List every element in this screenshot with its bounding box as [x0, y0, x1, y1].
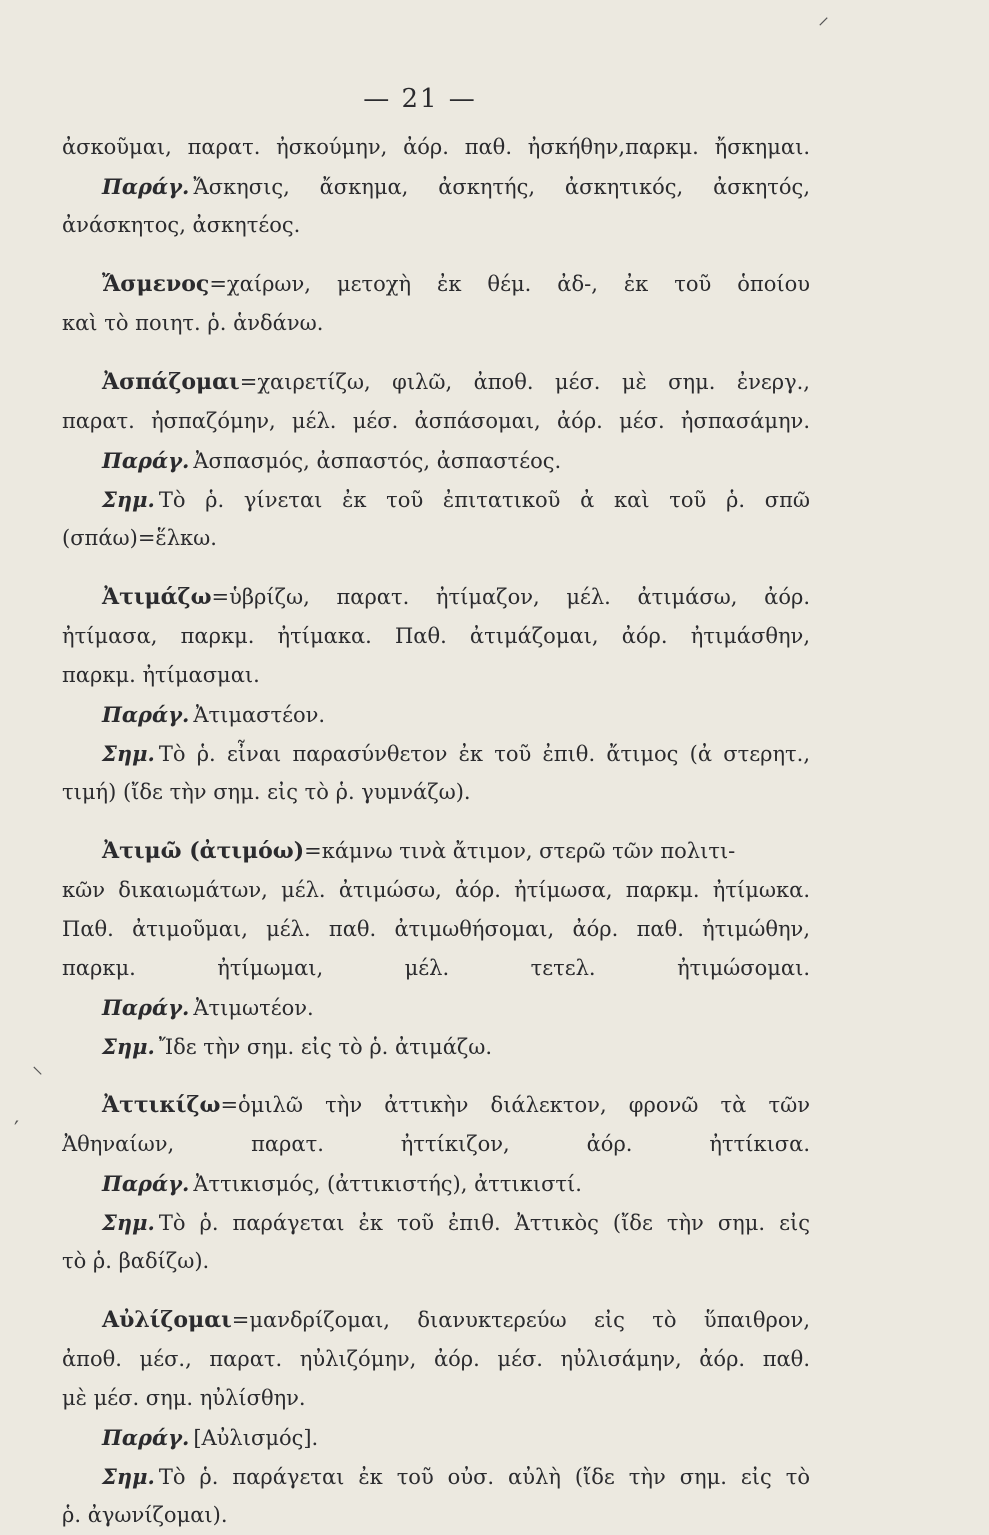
entry-text: Ἀτιμωτέον. [193, 996, 314, 1020]
entry-text: Παθ. ἀτιμοῦμαι, μέλ. παθ. ἀτιμωθήσομαι, ἀόρ. παθ. ἠτιμώθην, [62, 917, 810, 941]
section-label: Σημ. [102, 1210, 155, 1235]
entry-line [62, 402, 810, 441]
entry-text: μὲ μέσ. σημ. ηὐλίσθην. [62, 1386, 306, 1410]
headword: Ἀτιμῶ (ἀτιμόω) [102, 838, 305, 864]
entry-text: =ὑβρίζω, παρατ. ἠτίμαζον, μέλ. ἀτιμάσω, ἀόρ. [211, 585, 810, 609]
left-margin-mark: ′ [14, 1118, 19, 1143]
page-number: — 21 — [363, 84, 477, 114]
entry-text: (σπάω)=ἕλκω. [62, 526, 217, 550]
entry-text: παρατ. ἠσπαζόμην, μέλ. μέσ. ἀσπάσομαι, ἀόρ. μέσ. ἠσπασάμην. [62, 409, 810, 433]
entry-line [62, 1418, 810, 1457]
section-label: Παράγ. [102, 1171, 190, 1196]
entry-line [62, 480, 810, 519]
entry-line [62, 1203, 810, 1242]
entry-line [62, 910, 810, 949]
entry-text: Ἄσκησις, ἄσκημα, ἀσκητής, ἀσκητικός, ἀσκητός, [193, 175, 810, 199]
headword: Ἀτιμάζω [102, 584, 212, 610]
entry-text: Ἀθηναίων, παρατ. ἠττίκιζον, ἀόρ. ἠττίκισα. [62, 1132, 810, 1156]
entry-line [62, 949, 810, 988]
entry-text: Ἀτιμαστέον. [193, 703, 326, 727]
entry-line [62, 1027, 810, 1066]
left-margin-mark: ⸜ [32, 1054, 44, 1079]
section-label: Παράγ. [102, 448, 190, 473]
section-label: Σημ. [102, 741, 155, 766]
entry-line [62, 695, 810, 734]
entry-line [62, 206, 810, 245]
entry-line [62, 363, 810, 402]
entry-gap [62, 343, 810, 363]
dictionary-entry [62, 832, 810, 1066]
section-label: Σημ. [102, 1034, 155, 1059]
entry-text: τὸ ῥ. βαδίζω). [62, 1249, 210, 1273]
entry-text: κῶν δικαιωμάτων, μέλ. ἀτιμώσω, ἀόρ. ἠτίμωσα, παρκμ. ἠτίμωκα. [62, 878, 810, 902]
entry-line [62, 734, 810, 773]
entry-line [62, 1340, 810, 1379]
entry-line [62, 1164, 810, 1203]
entry-line [62, 1457, 810, 1496]
entry-text: Ἀσπασμός, ἀσπαστός, ἀσπαστέος. [193, 449, 562, 473]
entry-text: ἠτίμασα, παρκμ. ἠτίμακα. Παθ. ἀτιμάζομαι, ἀόρ. ἠτιμάσθην, [62, 624, 810, 648]
entry-line [62, 1496, 810, 1535]
entry-line [62, 617, 810, 656]
entry-text: τιμή) (ἴδε τὴν σημ. εἰς τὸ ῥ. γυμνάζω). [62, 780, 471, 804]
entry-line [62, 871, 810, 910]
entry-gap [62, 558, 810, 578]
entry-line [62, 1301, 810, 1340]
entry-line [62, 1125, 810, 1164]
entry-text: =χαίρων, μετοχὴ ἐκ θέμ. ἀδ-, ἐκ τοῦ ὁποίου [209, 272, 810, 296]
entry-line [62, 988, 810, 1027]
entry-line [62, 773, 810, 812]
entry-line [62, 441, 810, 480]
section-label: Παράγ. [102, 1425, 190, 1450]
entry-line [62, 128, 810, 167]
section-label: Παράγ. [102, 702, 190, 727]
entry-text: [Αὐλισμός]. [193, 1426, 319, 1450]
section-label: Σημ. [102, 1464, 155, 1489]
entry-text: Τὸ ῥ. γίνεται ἐκ τοῦ ἐπιτατικοῦ ἀ καὶ τοῦ ῥ. σπῶ [158, 488, 810, 512]
headword: Αὐλίζομαι [102, 1307, 232, 1333]
entry-text: Τὸ ῥ. παράγεται ἐκ τοῦ ἐπιθ. Ἀττικὸς (ἴδε τὴν σημ. εἰς [158, 1211, 810, 1235]
entry-gap [62, 1281, 810, 1301]
headword: Ἄσμενος [102, 271, 210, 297]
entry-text: καὶ τὸ ποιητ. ῥ. ἁνδάνω. [62, 311, 324, 335]
entry-text: ἀσκοῦμαι, παρατ. ἠσκούμην, ἀόρ. παθ. ἠσκήθην,παρκμ. ἤσκημαι. [62, 135, 810, 159]
entry-text: Ἴδε τὴν σημ. εἰς τὸ ῥ. ἀτιμάζω. [158, 1035, 493, 1059]
entry-line [62, 832, 810, 871]
entry-line [62, 578, 810, 617]
section-label: Σημ. [102, 487, 155, 512]
entry-line [62, 519, 810, 558]
entry-text: Τὸ ῥ. εἶναι παρασύνθετον ἐκ τοῦ ἐπιθ. ἄτιμος (ἀ στερητ., [158, 742, 810, 766]
section-label: Παράγ. [102, 174, 190, 199]
entry-text: παρκμ. ἠτίμωμαι, μέλ. τετελ. ἠτιμώσομαι. [62, 956, 810, 980]
entry-text: παρκμ. ἠτίμασμαι. [62, 663, 260, 687]
entry-gap [62, 245, 810, 265]
headword: Ἀσπάζομαι [102, 369, 240, 395]
entry-text: ἀποθ. μέσ., παρατ. ηὐλιζόμην, ἀόρ. μέσ. ηὐλισάμην, ἀόρ. παθ. [62, 1347, 810, 1371]
entry-line [62, 167, 810, 206]
headword: Ἀττικίζω [102, 1092, 221, 1118]
entry-text: Τὸ ῥ. παράγεται ἐκ τοῦ οὐσ. αὐλὴ (ἴδε τὴν σημ. εἰς τὸ [158, 1465, 810, 1489]
entry-gap [62, 1066, 810, 1086]
dictionary-entry [62, 265, 810, 343]
section-label: Παράγ. [102, 995, 190, 1020]
entry-text: =κάμνω τινὰ ἄτιμον, στερῶ τῶν πολιτι- [304, 839, 736, 863]
entry-text: ἀνάσκητος, ἀσκητέος. [62, 213, 301, 237]
entry-text: Ἀττικισμός, (ἀττικιστής), ἀττικιστί. [193, 1172, 582, 1196]
entry-text: =μανδρίζομαι, διανυκτερεύω εἰς τὸ ὕπαιθρον, [231, 1308, 810, 1332]
dictionary-entry [62, 128, 810, 245]
dictionary-entries [62, 128, 810, 1535]
dictionary-entry [62, 363, 810, 558]
entry-line [62, 1242, 810, 1281]
entry-gap [62, 812, 810, 832]
top-margin-mark: ⸍ [818, 14, 830, 39]
dictionary-entry [62, 578, 810, 812]
entry-line [62, 304, 810, 343]
entry-line [62, 265, 810, 304]
entry-line [62, 656, 810, 695]
entry-text: ῥ. ἀγωνίζομαι). [62, 1503, 228, 1527]
entry-line [62, 1086, 810, 1125]
dictionary-entry [62, 1086, 810, 1281]
entry-text: =ὁμιλῶ τὴν ἀττικὴν διάλεκτον, φρονῶ τὰ τῶν [220, 1093, 810, 1117]
entry-line [62, 1379, 810, 1418]
entry-text: =χαιρετίζω, φιλῶ, ἀποθ. μέσ. μὲ σημ. ἐνεργ., [239, 370, 810, 394]
